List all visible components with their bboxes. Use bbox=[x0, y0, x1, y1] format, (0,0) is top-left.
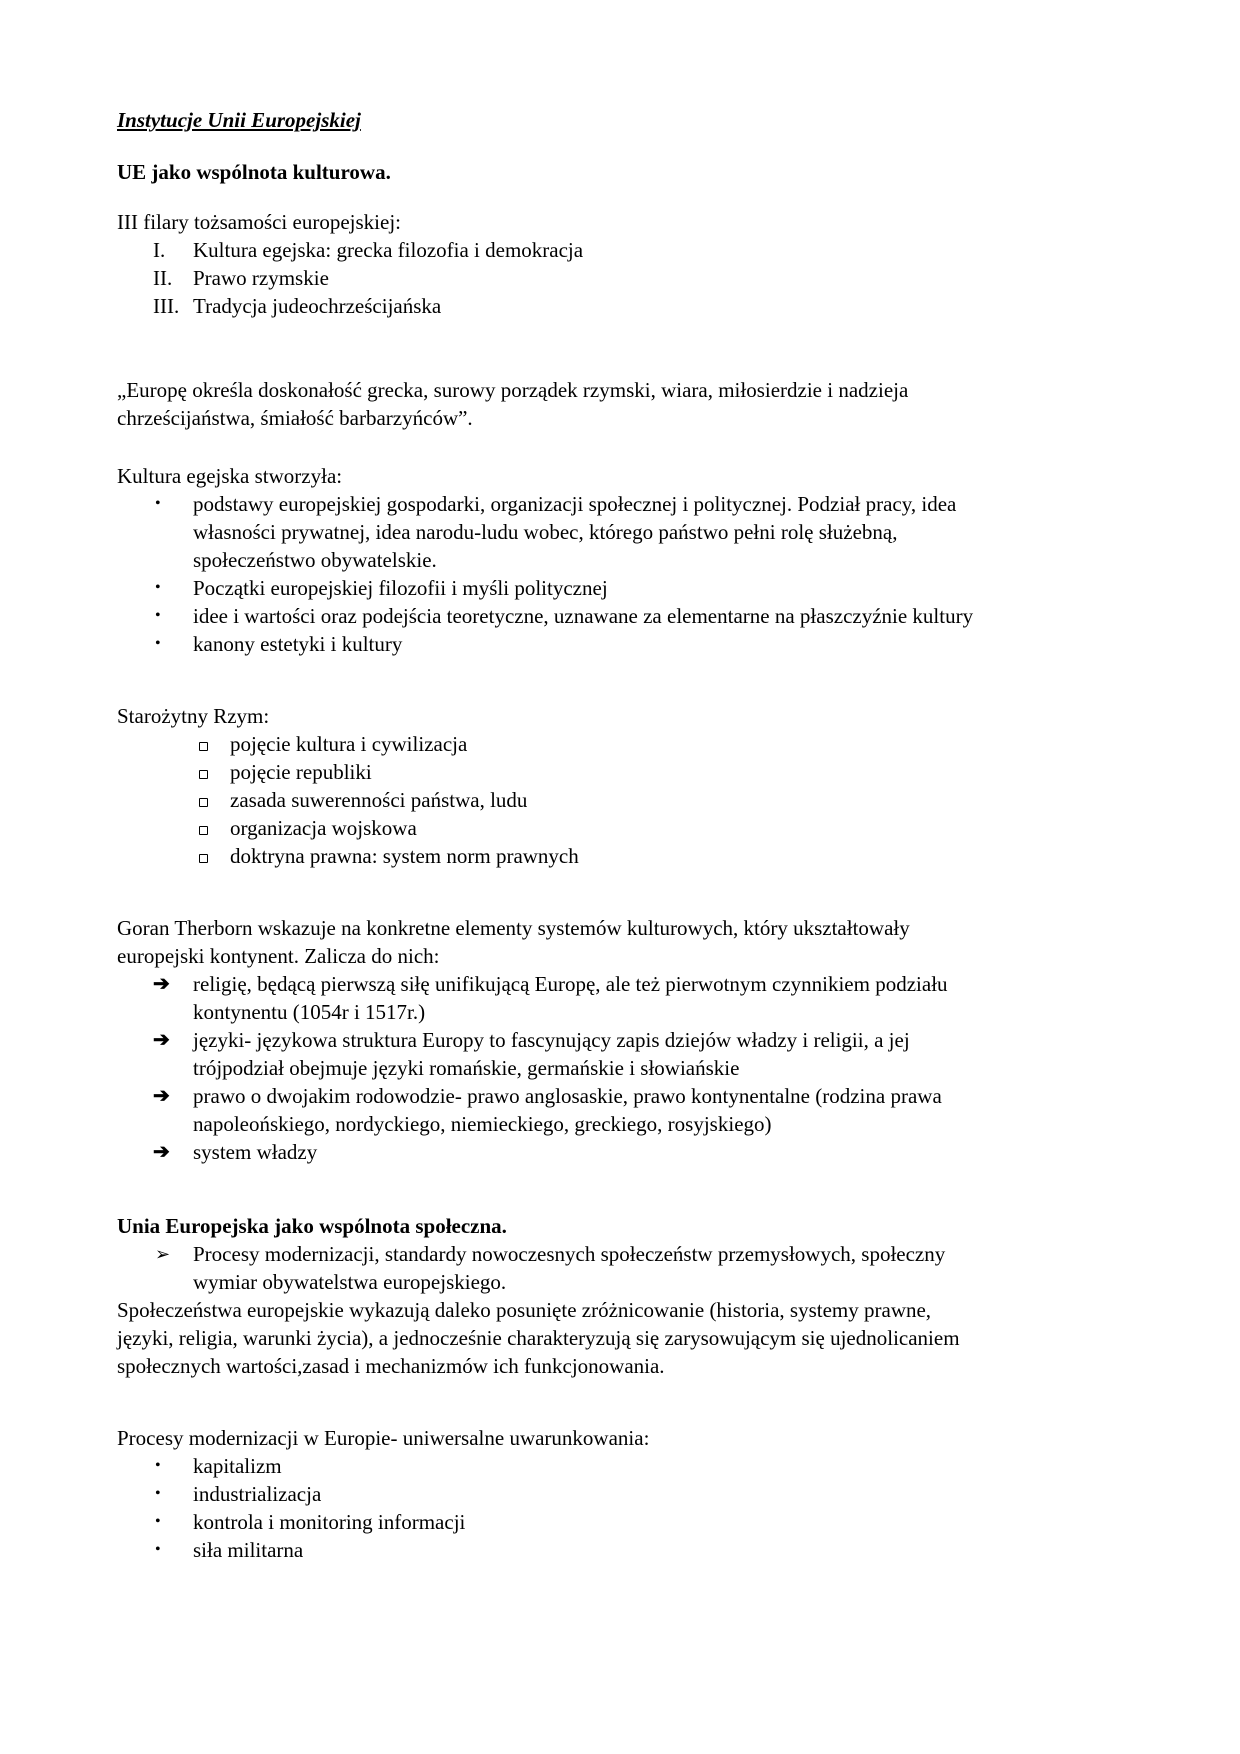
bullet-icon: • bbox=[155, 579, 161, 596]
bullet-icon: • bbox=[155, 1513, 161, 1530]
list-item-continuation: trójpodział obejmuje języki romańskie, germańskie i słowiańskie bbox=[193, 1056, 740, 1080]
aegean-intro: Kultura egejska stworzyła: bbox=[117, 464, 343, 488]
section-heading-cultural: UE jako wspólnota kulturowa. bbox=[117, 160, 391, 184]
square-bullet-icon bbox=[199, 826, 208, 835]
list-item-continuation: wymiar obywatelstwa europejskiego. bbox=[193, 1270, 507, 1294]
paragraph-line: europejski kontynent. Zalicza do nich: bbox=[117, 944, 440, 968]
modernization-intro: Procesy modernizacji w Europie- uniwersalne uwarunkowania: bbox=[117, 1426, 650, 1450]
arrow-right-icon: ➔ bbox=[153, 1029, 170, 1051]
triangle-bullet-icon: ➢ bbox=[155, 1244, 171, 1264]
bullet-icon: • bbox=[155, 1457, 161, 1474]
document-title: Instytucje Unii Europejskiej bbox=[117, 108, 361, 132]
list-marker: III. bbox=[153, 294, 180, 318]
bullet-icon: • bbox=[155, 1541, 161, 1558]
list-item-continuation: napoleońskiego, nordyckiego, niemieckiego, greckiego, rosyjskiego) bbox=[193, 1112, 772, 1136]
square-bullet-icon bbox=[199, 798, 208, 807]
list-item: religię, będącą pierwszą siłę unifikującą Europę, ale też pierwotnym czynnikiem podziału bbox=[193, 972, 948, 996]
pillars-intro: III filary tożsamości europejskiej: bbox=[117, 210, 401, 234]
list-item: zasada suwerenności państwa, ludu bbox=[230, 788, 528, 812]
list-item: siła militarna bbox=[193, 1538, 304, 1562]
list-item: Początki europejskiej filozofii i myśli politycznej bbox=[193, 576, 608, 600]
list-item-continuation: społeczeństwo obywatelskie. bbox=[193, 548, 437, 572]
list-item: idee i wartości oraz podejścia teoretyczne, uznawane za elementarne na płaszczyźnie kultury bbox=[193, 604, 974, 628]
list-item: industrializacja bbox=[193, 1482, 322, 1506]
list-item: pojęcie kultura i cywilizacja bbox=[230, 732, 468, 756]
bullet-icon: • bbox=[155, 635, 161, 652]
square-bullet-icon bbox=[199, 854, 208, 863]
quote-line: chrześcijaństwa, śmiałość barbarzyńców”. bbox=[117, 406, 473, 430]
list-item: Prawo rzymskie bbox=[193, 266, 329, 290]
list-item: kontrola i monitoring informacji bbox=[193, 1510, 466, 1534]
list-marker: II. bbox=[153, 266, 173, 290]
list-item: kapitalizm bbox=[193, 1454, 282, 1478]
paragraph-line: Goran Therborn wskazuje na konkretne elementy systemów kulturowych, który ukształtowały bbox=[117, 916, 910, 940]
arrow-right-icon: ➔ bbox=[153, 973, 170, 995]
arrow-right-icon: ➔ bbox=[153, 1141, 170, 1163]
paragraph-line: społecznych wartości,zasad i mechanizmów ich funkcjonowania. bbox=[117, 1354, 665, 1378]
list-item: pojęcie republiki bbox=[230, 760, 372, 784]
list-item-continuation: własności prywatnej, idea narodu-ludu wobec, którego państwo pełni rolę służebną, bbox=[193, 520, 898, 544]
bullet-icon: • bbox=[155, 495, 161, 512]
list-item: Tradycja judeochrześcijańska bbox=[193, 294, 442, 318]
list-item: prawo o dwojakim rodowodzie- prawo anglosaskie, prawo kontynentalne (rodzina prawa bbox=[193, 1084, 942, 1108]
list-item: doktryna prawna: system norm prawnych bbox=[230, 844, 579, 868]
paragraph-line: języki, religia, warunki życia), a jednocześnie charakteryzują się zarysowującym się ujednolicaniem bbox=[117, 1326, 960, 1350]
list-marker: I. bbox=[153, 238, 166, 262]
bullet-icon: • bbox=[155, 1485, 161, 1502]
bullet-icon: • bbox=[155, 607, 161, 624]
section-heading-social: Unia Europejska jako wspólnota społeczna. bbox=[117, 1214, 507, 1238]
square-bullet-icon bbox=[199, 742, 208, 751]
arrow-right-icon: ➔ bbox=[153, 1085, 170, 1107]
paragraph-line: Społeczeństwa europejskie wykazują daleko posunięte zróżnicowanie (historia, systemy prawne, bbox=[117, 1298, 932, 1322]
quote-line: „Europę określa doskonałość grecka, surowy porządek rzymski, wiara, miłosierdzie i nadzieja bbox=[117, 378, 909, 402]
list-item: Procesy modernizacji, standardy nowoczesnych społeczeństw przemysłowych, społeczny bbox=[193, 1242, 946, 1266]
list-item: podstawy europejskiej gospodarki, organizacji społecznej i politycznej. Podział pracy, idea bbox=[193, 492, 957, 516]
list-item: kanony estetyki i kultury bbox=[193, 632, 403, 656]
square-bullet-icon bbox=[199, 770, 208, 779]
list-item: Kultura egejska: grecka filozofia i demokracja bbox=[193, 238, 584, 262]
list-item: języki- językowa struktura Europy to fascynujący zapis dziejów władzy i religii, a jej bbox=[193, 1028, 910, 1052]
list-item-continuation: kontynentu (1054r i 1517r.) bbox=[193, 1000, 426, 1024]
rome-intro: Starożytny Rzym: bbox=[117, 704, 270, 728]
list-item: organizacja wojskowa bbox=[230, 816, 417, 840]
list-item: system władzy bbox=[193, 1140, 318, 1164]
